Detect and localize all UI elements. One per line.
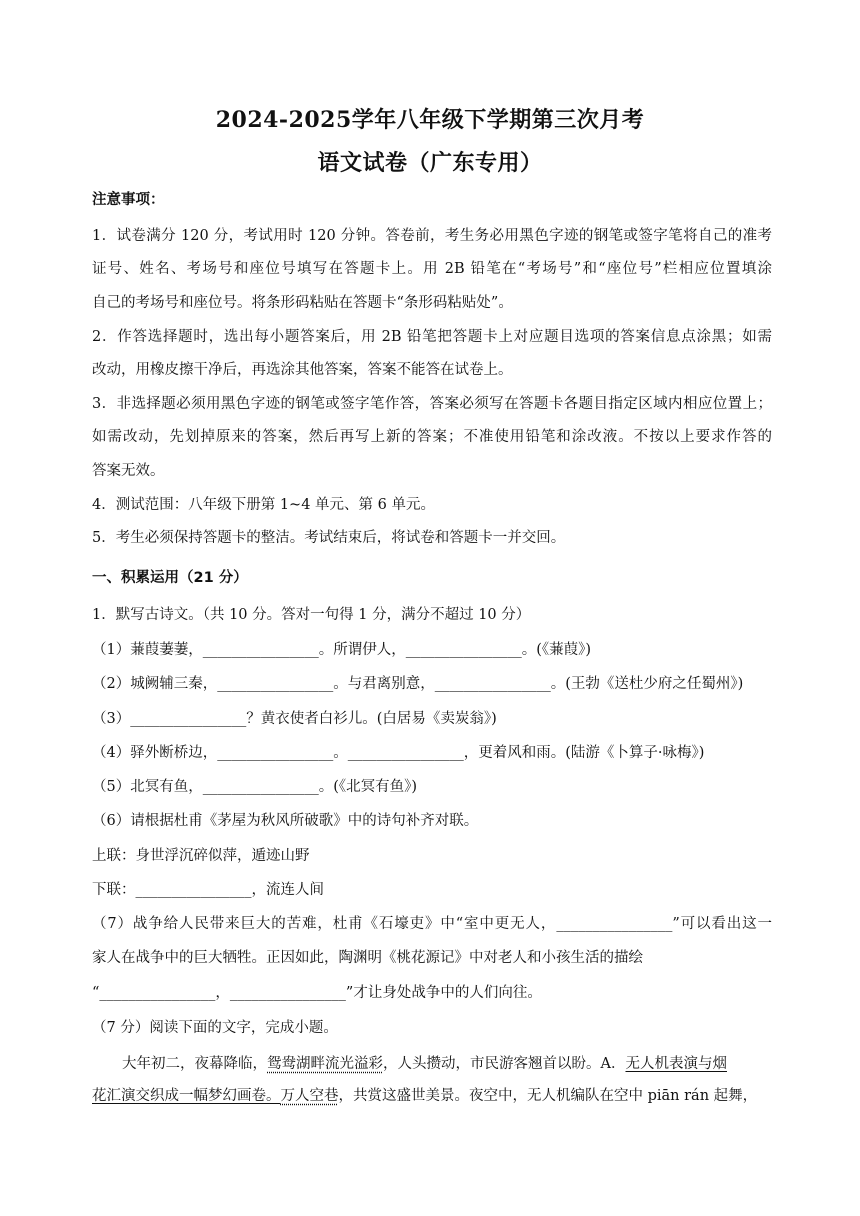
passage-underlined-sentence: 花汇演交织成一幅梦幻画卷。 [92, 1088, 281, 1104]
notice-line: 证号、姓名、考场号和座位号填写在答题卡上。用 2B 铅笔在“考场号”和“座位号”栏相应位置填涂 [92, 261, 772, 277]
question-item: （7）战争给人民带来巨大的苦难，杜甫《石壕吏》中“室中更无人，________________”可以看出这一 [92, 916, 772, 932]
question-item: 家人在战争中的巨大牺牲。正因如此，陶渊明《桃花源记》中对老人和小孩生活的描绘 [92, 950, 643, 966]
notice-heading: 注意事项： [92, 192, 165, 208]
reading-passage-line [92, 1086, 772, 1106]
question-stem: （7 分）阅读下面的文字，完成小题。 [92, 1020, 338, 1036]
notice-line: 自己的考场号和座位号。将条形码粘贴在答题卡“条形码粘贴处”。 [92, 295, 513, 311]
question-item: （5）北冥有鱼，________________。(《北冥有鱼》) [92, 779, 418, 795]
question-item: （3）________________？黄衣使者白衫儿。(白居易《卖炭翁》) [92, 711, 497, 727]
section-heading: 一、积累运用（21 分） [92, 570, 248, 586]
question-item: （4）驿外断桥边，________________。________________，更着风和雨。(陆游《卜算子·咏梅》) [92, 745, 705, 761]
reading-passage-line [122, 1054, 772, 1074]
passage-text: ，人头攒动，市民游客翘首以盼。A． [383, 1056, 626, 1072]
couplet-lower: 下联：________________，流连人间 [92, 882, 324, 898]
question-item: “________________，________________”才让身处战争中的人们向往。 [92, 985, 542, 1001]
question-stem: 1．默写古诗文。（共 10 分。答对一句得 1 分，满分不超过 10 分） [92, 607, 531, 623]
notice-line: 1．试卷满分 120 分，考试用时 120 分钟。答卷前，考生务必用黑色字迹的钢笔或签字笔将自己的准考 [92, 228, 772, 244]
notice-line: 2．作答选择题时，选出每小题答案后，用 2B 铅笔把答题卡上对应题目选项的答案信息点涂黑；如需 [92, 329, 772, 345]
passage-underlined-sentence: 无人机表演与烟 [625, 1056, 727, 1072]
notice-line: 3．非选择题必须用黑色字迹的钢笔或签字笔作答，答案必须写在答题卡各题目指定区域内相应位置上； [92, 396, 772, 412]
passage-marked-text: 万人空巷 [280, 1088, 339, 1104]
notice-line: 5．考生必须保持答题卡的整洁。考试结束后，将试卷和答题卡一并交回。 [92, 530, 566, 546]
passage-text: ，共赏这盛世美景。夜空中，无人机编队在空中 piān rán 起舞， [338, 1088, 758, 1104]
notice-line: 如需改动，先划掉原来的答案，然后再写上新的答案；不准使用铅笔和涂改液。不按以上要求作答的 [92, 429, 772, 445]
couplet-upper: 上联：身世浮沉碎似萍，遁迹山野 [92, 848, 310, 864]
notice-line: 答案无效。 [92, 463, 165, 479]
question-item: （6）请根据杜甫《茅屋为秋风所破歌》中的诗句补齐对联。 [92, 813, 479, 829]
question-item: （1）蒹葭萋萋，________________。所谓伊人，________________。(《蒹葭》) [92, 642, 592, 658]
exam-title: 2024-2025学年八年级下学期第三次月考 [215, 107, 645, 133]
passage-marked-text: 鸳鸯湖畔流光溢彩 [267, 1056, 383, 1072]
question-item: （2）城阙辅三秦，________________。与君离别意，________________。(王勃《送杜少府之任蜀州》) [92, 676, 744, 692]
exam-subtitle: 语文试卷（广东专用） [317, 150, 543, 176]
passage-text: 大年初二，夜幕降临， [122, 1056, 267, 1072]
notice-line: 4．测试范围：八年级下册第 1~4 单元、第 6 单元。 [92, 497, 435, 513]
notice-line: 改动，用橡皮擦干净后，再选涂其他答案，答案不能答在试卷上。 [92, 362, 513, 378]
